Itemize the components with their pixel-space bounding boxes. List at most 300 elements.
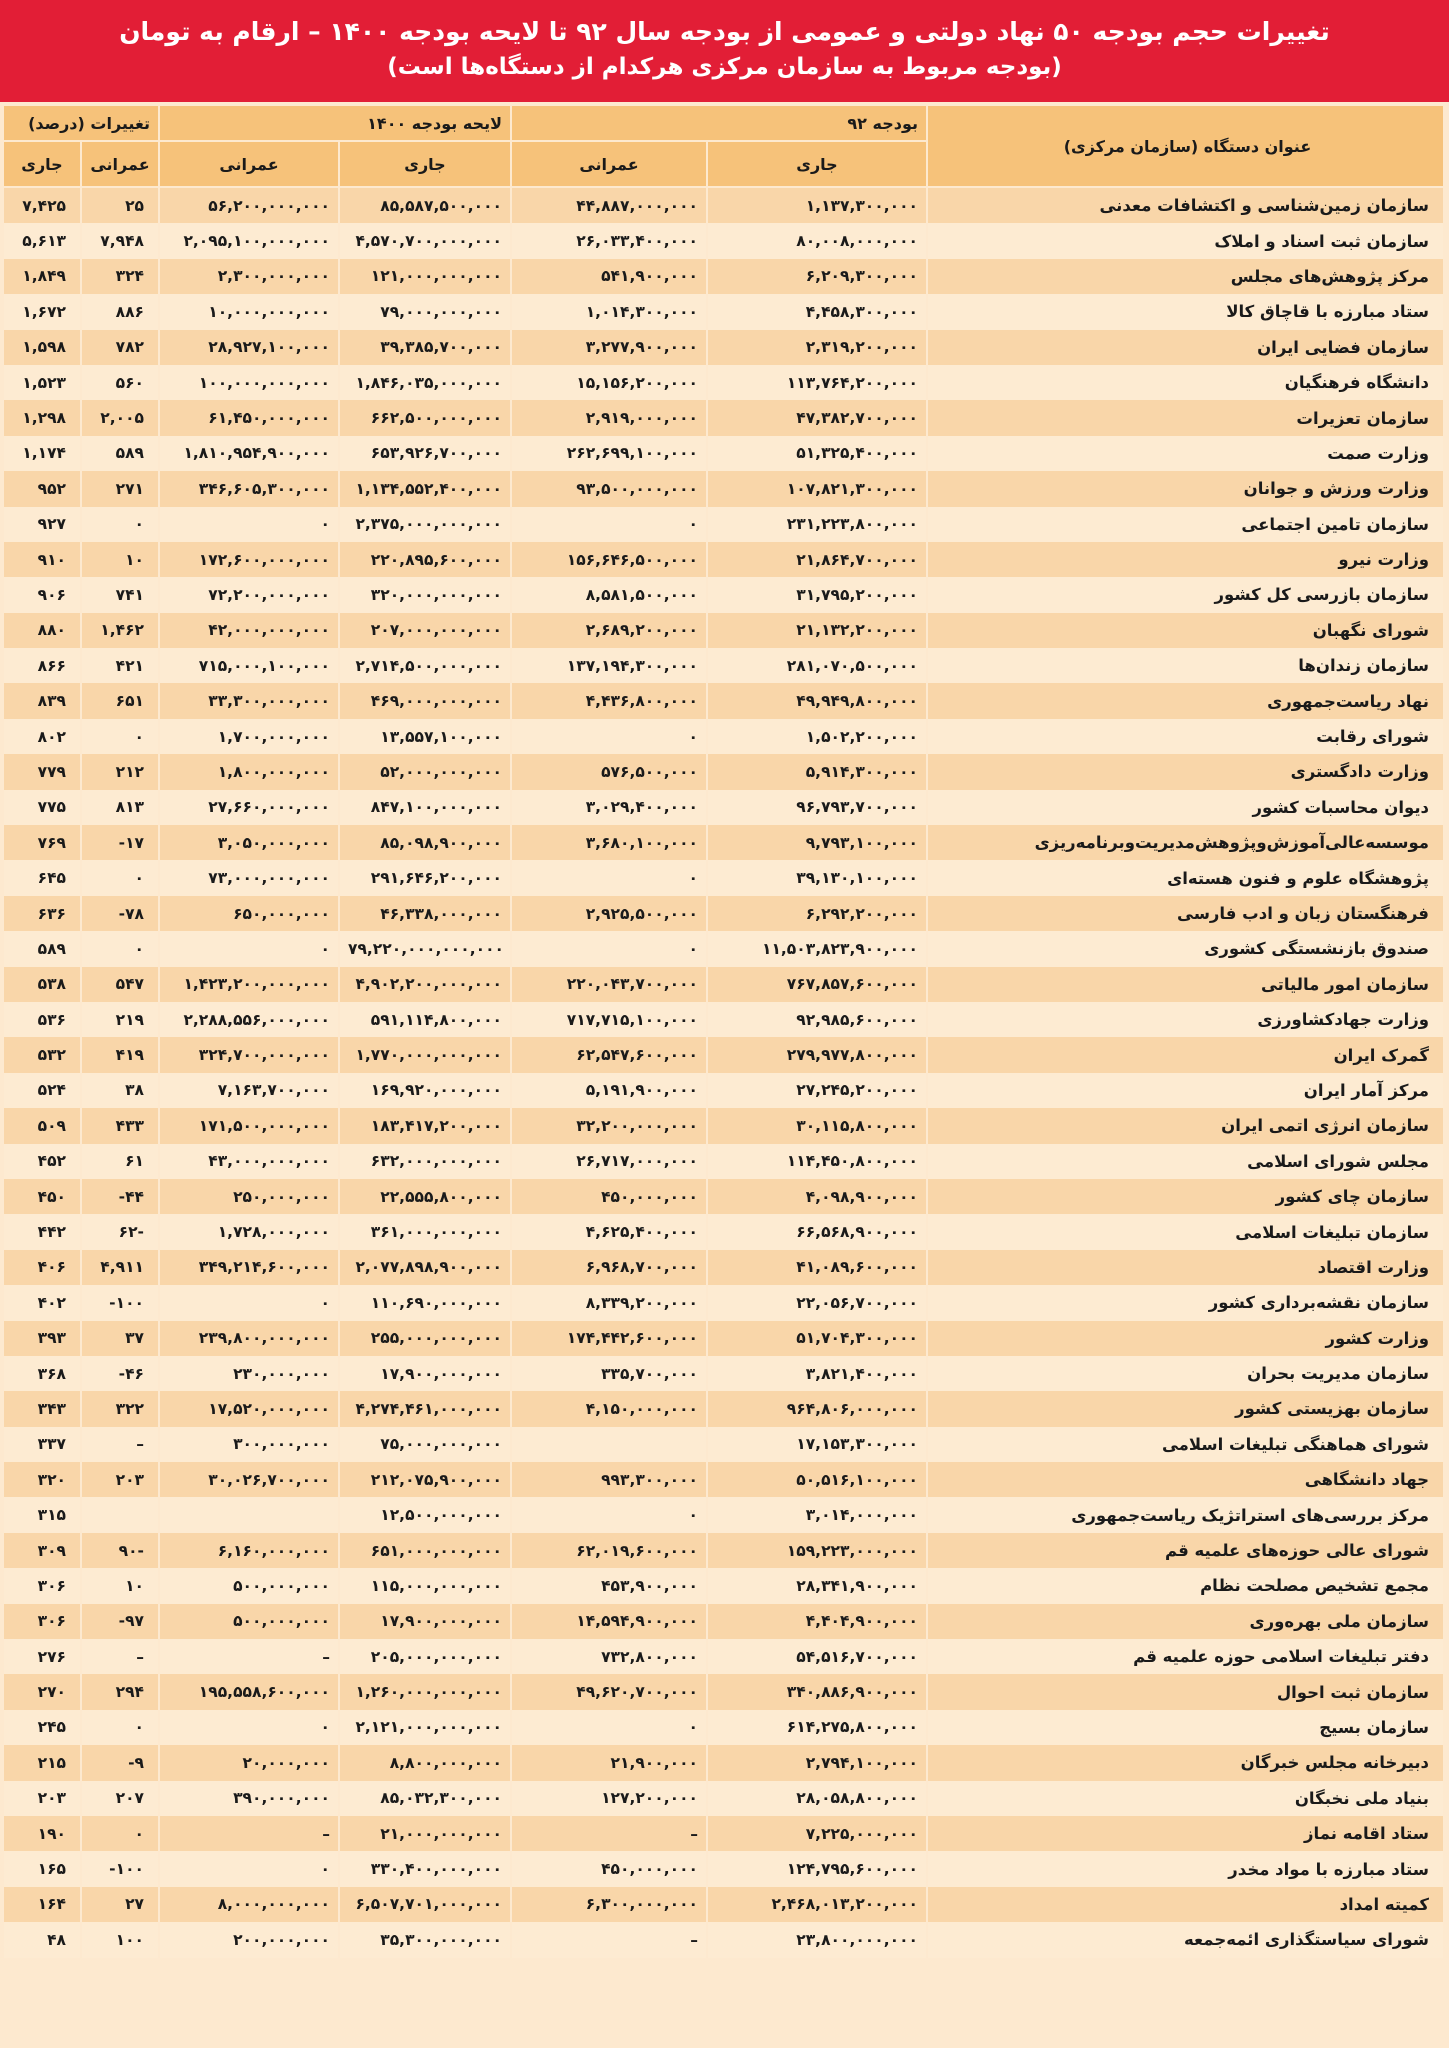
change-development-cell: ۳۲۴ [82, 259, 160, 294]
budget1400-current-cell: ۴,۲۷۴,۴۶۱,۰۰۰,۰۰۰ [340, 1391, 512, 1426]
change-development-cell: ۱۰ [82, 1568, 160, 1603]
change-development-cell: ۱۰ [82, 542, 160, 577]
budget1400-development-cell: ۳,۰۵۰,۰۰۰,۰۰۰ [160, 825, 340, 860]
change-current-cell: ۳۶۸ [4, 1356, 82, 1391]
budget1400-current-cell: ۴,۹۰۲,۲۰۰,۰۰۰,۰۰۰ [340, 967, 512, 1002]
organization-name-cell: صندوق بازنشستگی کشوری [928, 931, 1445, 966]
budget1400-development-cell: – [160, 1639, 340, 1674]
change-current-cell: ۹۲۷ [4, 507, 82, 542]
organization-name-cell: شورای عالی حوزه‌های علمیه قم [928, 1533, 1445, 1568]
change-current-cell: ۵۳۲ [4, 1037, 82, 1072]
organization-name-cell: سازمان تبلیغات اسلامی [928, 1214, 1445, 1249]
budget1400-current-cell: ۱۸۳,۴۱۷,۲۰۰,۰۰۰ [340, 1108, 512, 1143]
organization-name-cell: سازمان انرژی اتمی ایران [928, 1108, 1445, 1143]
change-current-cell: ۵,۶۱۳ [4, 223, 82, 258]
change-development-cell: -۱۷ [82, 825, 160, 860]
table-row [4, 683, 1445, 718]
organization-name-cell: دیوان محاسبات کشور [928, 790, 1445, 825]
change-current-cell: ۵۲۴ [4, 1073, 82, 1108]
change-current-cell: ۶۴۵ [4, 860, 82, 895]
budget1400-current-cell: ۲۱,۰۰۰,۰۰۰,۰۰۰ [340, 1816, 512, 1851]
budget92-current-cell: ۱,۵۰۲,۲۰۰,۰۰۰ [708, 719, 928, 754]
organization-name-cell: سازمان چای کشور [928, 1179, 1445, 1214]
change-current-cell: ۷۶۹ [4, 825, 82, 860]
organization-name-cell: فرهنگستان زبان و ادب فارسی [928, 896, 1445, 931]
organization-name-cell: ستاد مبارزه با مواد مخدر [928, 1851, 1445, 1886]
budget1400-current-cell: ۳۲۰,۰۰۰,۰۰۰,۰۰۰ [340, 577, 512, 612]
change-current-cell: ۳۴۳ [4, 1391, 82, 1426]
budget92-current-cell: ۲۷۹,۹۷۷,۸۰۰,۰۰۰ [708, 1037, 928, 1072]
change-development-cell: ۰ [82, 860, 160, 895]
organization-name-cell: دفتر تبلیغات اسلامی حوزه علمیه قم [928, 1639, 1445, 1674]
header-1400-current: جاری [340, 142, 512, 188]
budget1400-current-cell: ۸۵,۵۸۷,۵۰۰,۰۰۰ [340, 188, 512, 223]
budget92-current-cell: ۹۶,۷۹۳,۷۰۰,۰۰۰ [708, 790, 928, 825]
organization-name-cell: وزارت دادگستری [928, 754, 1445, 789]
change-development-cell: -۹ [82, 1745, 160, 1780]
budget1400-current-cell: ۱۲۱,۰۰۰,۰۰۰,۰۰۰ [340, 259, 512, 294]
change-development-cell: ۳۲۲ [82, 1391, 160, 1426]
budget92-development-cell: ۸,۵۸۱,۵۰۰,۰۰۰ [512, 577, 708, 612]
change-development-cell: ۳۸ [82, 1073, 160, 1108]
change-development-cell: – [82, 1639, 160, 1674]
budget1400-current-cell: ۲۰۷,۰۰۰,۰۰۰,۰۰۰ [340, 613, 512, 648]
budget1400-current-cell: ۲۲,۵۵۵,۸۰۰,۰۰۰ [340, 1179, 512, 1214]
budget92-current-cell: ۳۴۰,۸۸۶,۹۰۰,۰۰۰ [708, 1674, 928, 1709]
budget1400-current-cell: ۳۹,۳۸۵,۷۰۰,۰۰۰ [340, 330, 512, 365]
budget1400-development-cell: ۳۲۴,۷۰۰,۰۰۰,۰۰۰ [160, 1037, 340, 1072]
change-current-cell: ۵۳۶ [4, 1002, 82, 1037]
table-row [4, 1851, 1445, 1886]
table-row [4, 719, 1445, 754]
budget92-development-cell: ۶,۹۶۸,۷۰۰,۰۰۰ [512, 1250, 708, 1285]
table-row [4, 825, 1445, 860]
budget1400-development-cell: ۲۸,۹۲۷,۱۰۰,۰۰۰ [160, 330, 340, 365]
table-row [4, 754, 1445, 789]
budget1400-development-cell [160, 1497, 340, 1532]
table-row [4, 1073, 1445, 1108]
change-current-cell: ۷۷۹ [4, 754, 82, 789]
organization-name-cell: بنیاد ملی نخبگان [928, 1781, 1445, 1816]
change-development-cell: ۲۱۲ [82, 754, 160, 789]
organization-name-cell: مرکز بررسی‌های استراتژیک ریاست‌جمهوری [928, 1497, 1445, 1532]
budget92-current-cell: ۱۷,۱۵۳,۳۰۰,۰۰۰ [708, 1427, 928, 1462]
budget1400-development-cell: ۲۰۰,۰۰۰,۰۰۰ [160, 1922, 340, 1957]
budget92-development-cell: ۴۹,۶۲۰,۷۰۰,۰۰۰ [512, 1674, 708, 1709]
change-development-cell: ۰ [82, 931, 160, 966]
budget92-current-cell: ۱,۱۳۷,۳۰۰,۰۰۰ [708, 188, 928, 223]
header-change-development: عمرانی [82, 142, 160, 188]
change-current-cell: ۴۵۲ [4, 1144, 82, 1179]
budget92-development-cell: ۴۵۰,۰۰۰,۰۰۰ [512, 1851, 708, 1886]
budget92-current-cell: ۸۰,۰۰۸,۰۰۰,۰۰۰ [708, 223, 928, 258]
budget92-current-cell: ۶۶,۵۶۸,۹۰۰,۰۰۰ [708, 1214, 928, 1249]
change-development-cell: ۸۱۳ [82, 790, 160, 825]
organization-name-cell: مجمع تشخیص مصلحت نظام [928, 1568, 1445, 1603]
change-development-cell: ۸۸۶ [82, 294, 160, 329]
table-row [4, 1745, 1445, 1780]
change-development-cell: ۳۷ [82, 1321, 160, 1356]
budget1400-current-cell: ۲,۳۷۵,۰۰۰,۰۰۰,۰۰۰ [340, 507, 512, 542]
change-current-cell: ۹۱۰ [4, 542, 82, 577]
organization-name-cell: وزارت ورزش و جوانان [928, 471, 1445, 506]
budget92-current-cell: ۲۸,۳۴۱,۹۰۰,۰۰۰ [708, 1568, 928, 1603]
budget1400-development-cell: ۶,۱۶۰,۰۰۰,۰۰۰ [160, 1533, 340, 1568]
change-development-cell: ۰ [82, 719, 160, 754]
budget92-development-cell: – [512, 1816, 708, 1851]
budget1400-development-cell: ۳۴۶,۶۰۵,۳۰۰,۰۰۰ [160, 471, 340, 506]
budget92-current-cell: ۵,۹۱۴,۳۰۰,۰۰۰ [708, 754, 928, 789]
budget92-current-cell: ۲۳,۸۰۰,۰۰۰,۰۰۰ [708, 1922, 928, 1957]
budget1400-development-cell: ۲۳۰,۰۰۰,۰۰۰ [160, 1356, 340, 1391]
budget92-development-cell: ۱۳۷,۱۹۴,۳۰۰,۰۰۰ [512, 648, 708, 683]
change-current-cell: ۳۲۰ [4, 1462, 82, 1497]
change-development-cell: – [82, 1427, 160, 1462]
budget1400-development-cell: ۱,۷۰۰,۰۰۰,۰۰۰ [160, 719, 340, 754]
header-92-development: عمرانی [512, 142, 708, 188]
change-current-cell: ۶۳۶ [4, 896, 82, 931]
budget92-current-cell: ۱۱,۵۰۳,۸۲۳,۹۰۰,۰۰۰ [708, 931, 928, 966]
change-current-cell: ۷۷۵ [4, 790, 82, 825]
budget92-development-cell: ۵۷۶,۵۰۰,۰۰۰ [512, 754, 708, 789]
budget1400-development-cell: – [160, 1816, 340, 1851]
budget92-development-cell: ۰ [512, 1497, 708, 1532]
budget1400-current-cell: ۱۱۵,۰۰۰,۰۰۰,۰۰۰ [340, 1568, 512, 1603]
header-92-group: بودجه ۹۲ [512, 106, 928, 142]
organization-name-cell: سازمان فضایی ایران [928, 330, 1445, 365]
change-development-cell: ۴۲۱ [82, 648, 160, 683]
budget1400-current-cell: ۲,۱۲۱,۰۰۰,۰۰۰,۰۰۰ [340, 1710, 512, 1745]
budget92-development-cell: ۶۲,۵۴۷,۶۰۰,۰۰۰ [512, 1037, 708, 1072]
budget92-development-cell: ۰ [512, 860, 708, 895]
budget92-development-cell: ۳,۲۷۷,۹۰۰,۰۰۰ [512, 330, 708, 365]
change-development-cell: ۲۷۱ [82, 471, 160, 506]
change-development-cell: ۲۰۷ [82, 1781, 160, 1816]
organization-name-cell: وزارت جهادکشاورزی [928, 1002, 1445, 1037]
table-row [4, 1002, 1445, 1037]
change-current-cell: ۱,۵۹۸ [4, 330, 82, 365]
budget1400-development-cell: ۱,۷۲۸,۰۰۰,۰۰۰ [160, 1214, 340, 1249]
change-development-cell: ۵۶۰ [82, 365, 160, 400]
table-row [4, 790, 1445, 825]
budget92-current-cell: ۶۱۴,۲۷۵,۸۰۰,۰۰۰ [708, 1710, 928, 1745]
budget92-development-cell: ۵۴۱,۹۰۰,۰۰۰ [512, 259, 708, 294]
budget1400-current-cell: ۴۶۹,۰۰۰,۰۰۰,۰۰۰ [340, 683, 512, 718]
budget92-development-cell: ۱۴,۵۹۴,۹۰۰,۰۰۰ [512, 1604, 708, 1639]
budget1400-current-cell: ۳۶۱,۰۰۰,۰۰۰,۰۰۰ [340, 1214, 512, 1249]
organization-name-cell: ستاد مبارزه با قاچاق کالا [928, 294, 1445, 329]
budget92-current-cell: ۷۶۷,۸۵۷,۶۰۰,۰۰۰ [708, 967, 928, 1002]
change-development-cell: ۶۲- [82, 1214, 160, 1249]
change-development-cell: ۰ [82, 1816, 160, 1851]
table-row [4, 1816, 1445, 1851]
table-row [4, 330, 1445, 365]
table-row [4, 1533, 1445, 1568]
change-current-cell: ۵۳۸ [4, 967, 82, 1002]
budget1400-current-cell: ۸,۸۰۰,۰۰۰,۰۰۰ [340, 1745, 512, 1780]
budget92-current-cell: ۱۱۳,۷۶۴,۲۰۰,۰۰۰ [708, 365, 928, 400]
budget92-development-cell: ۲,۹۲۵,۵۰۰,۰۰۰ [512, 896, 708, 931]
change-development-cell: ۵۸۹ [82, 436, 160, 471]
budget92-current-cell: ۴۱,۰۸۹,۶۰۰,۰۰۰ [708, 1250, 928, 1285]
budget92-current-cell: ۱۱۴,۴۵۰,۸۰۰,۰۰۰ [708, 1144, 928, 1179]
budget92-current-cell: ۲,۳۱۹,۲۰۰,۰۰۰ [708, 330, 928, 365]
budget92-current-cell: ۲۳۱,۲۲۳,۸۰۰,۰۰۰ [708, 507, 928, 542]
table-row [4, 1391, 1445, 1426]
table-row [4, 294, 1445, 329]
budget92-development-cell: ۱,۰۱۴,۳۰۰,۰۰۰ [512, 294, 708, 329]
budget92-development-cell: ۴۵۰,۰۰۰,۰۰۰ [512, 1179, 708, 1214]
budget1400-development-cell: ۳۳,۳۰۰,۰۰۰,۰۰۰ [160, 683, 340, 718]
budget92-development-cell: ۷۳۲,۸۰۰,۰۰۰ [512, 1639, 708, 1674]
change-development-cell: ۵۴۷ [82, 967, 160, 1002]
organization-name-cell: سازمان مدیریت بحران [928, 1356, 1445, 1391]
budget92-current-cell: ۵۴,۵۱۶,۷۰۰,۰۰۰ [708, 1639, 928, 1674]
change-development-cell: ۴,۹۱۱ [82, 1250, 160, 1285]
budget1400-development-cell: ۱۷۲,۶۰۰,۰۰۰,۰۰۰ [160, 542, 340, 577]
budget92-current-cell: ۲۸,۰۵۸,۸۰۰,۰۰۰ [708, 1781, 928, 1816]
budget92-current-cell: ۷,۲۲۵,۰۰۰,۰۰۰ [708, 1816, 928, 1851]
organization-name-cell: شورای رقابت [928, 719, 1445, 754]
change-development-cell: ۷,۹۴۸ [82, 223, 160, 258]
budget1400-development-cell: ۰ [160, 1285, 340, 1320]
table-row [4, 365, 1445, 400]
budget92-current-cell: ۳۹,۱۳۰,۱۰۰,۰۰۰ [708, 860, 928, 895]
budget1400-current-cell: ۶,۵۰۷,۷۰۱,۰۰۰,۰۰۰ [340, 1887, 512, 1922]
organization-name-cell: سازمان نقشه‌برداری کشور [928, 1285, 1445, 1320]
budget1400-development-cell: ۷۲,۲۰۰,۰۰۰,۰۰۰ [160, 577, 340, 612]
change-current-cell: ۳۱۵ [4, 1497, 82, 1532]
header-92-current: جاری [708, 142, 928, 188]
budget92-current-cell: ۱۲۴,۷۹۵,۶۰۰,۰۰۰ [708, 1851, 928, 1886]
table-row [4, 1710, 1445, 1745]
change-development-cell: ۹۰- [82, 1533, 160, 1568]
change-current-cell: ۳۰۶ [4, 1568, 82, 1603]
change-current-cell: ۴۴۲ [4, 1214, 82, 1249]
budget92-development-cell: ۴,۱۵۰,۰۰۰,۰۰۰ [512, 1391, 708, 1426]
change-development-cell: -۱۰۰ [82, 1285, 160, 1320]
organization-name-cell: نهاد ریاست‌جمهوری [928, 683, 1445, 718]
budget92-current-cell: ۴,۴۰۴,۹۰۰,۰۰۰ [708, 1604, 928, 1639]
budget92-development-cell: ۴۵۳,۹۰۰,۰۰۰ [512, 1568, 708, 1603]
change-current-cell: ۸۸۰ [4, 613, 82, 648]
organization-name-cell: مرکز آمار ایران [928, 1073, 1445, 1108]
budget92-current-cell: ۳,۸۲۱,۴۰۰,۰۰۰ [708, 1356, 928, 1391]
budget92-current-cell: ۵۱,۷۰۴,۳۰۰,۰۰۰ [708, 1321, 928, 1356]
organization-name-cell: پژوهشگاه علوم و فنون هسته‌ای [928, 860, 1445, 895]
change-current-cell: ۳۳۷ [4, 1427, 82, 1462]
table-row [4, 400, 1445, 435]
budget92-development-cell: ۵,۱۹۱,۹۰۰,۰۰۰ [512, 1073, 708, 1108]
budget1400-current-cell: ۲۰۵,۰۰۰,۰۰۰,۰۰۰ [340, 1639, 512, 1674]
change-current-cell: ۱,۲۹۸ [4, 400, 82, 435]
budget1400-development-cell: ۰ [160, 1710, 340, 1745]
budget1400-development-cell: ۲۳۹,۸۰۰,۰۰۰,۰۰۰ [160, 1321, 340, 1356]
budget92-current-cell: ۵۱,۳۲۵,۴۰۰,۰۰۰ [708, 436, 928, 471]
organization-name-cell: سازمان زمین‌شناسی و اکتشافات معدنی [928, 188, 1445, 223]
budget1400-current-cell: ۲,۷۱۴,۵۰۰,۰۰۰,۰۰۰ [340, 648, 512, 683]
organization-name-cell: دبیرخانه مجلس خبرگان [928, 1745, 1445, 1780]
change-current-cell: ۱,۸۴۹ [4, 259, 82, 294]
table-row [4, 648, 1445, 683]
organization-name-cell: وزارت اقتصاد [928, 1250, 1445, 1285]
change-development-cell: ۱,۴۶۲ [82, 613, 160, 648]
change-current-cell: ۱,۶۷۲ [4, 294, 82, 329]
budget92-current-cell: ۹۶۴,۸۰۶,۰۰۰,۰۰۰ [708, 1391, 928, 1426]
page-subtitle: (بودجه مربوط به سازمان مرکزی هرکدام از دستگاه‌ها است) [387, 54, 1062, 80]
budget92-development-cell: ۱۷۴,۴۴۲,۶۰۰,۰۰۰ [512, 1321, 708, 1356]
budget1400-development-cell: ۱۰,۰۰۰,۰۰۰,۰۰۰ [160, 294, 340, 329]
budget1400-current-cell: ۶۶۲,۵۰۰,۰۰۰,۰۰۰ [340, 400, 512, 435]
budget1400-development-cell: ۰ [160, 507, 340, 542]
table-body [4, 188, 1445, 1958]
budget1400-development-cell: ۵۰۰,۰۰۰,۰۰۰ [160, 1568, 340, 1603]
change-current-cell: ۴۸ [4, 1922, 82, 1957]
change-current-cell: ۱,۱۷۴ [4, 436, 82, 471]
organization-name-cell: سازمان بسیج [928, 1710, 1445, 1745]
budget92-current-cell: ۲۸۱,۰۷۰,۵۰۰,۰۰۰ [708, 648, 928, 683]
organization-name-cell: گمرک ایران [928, 1037, 1445, 1072]
budget1400-current-cell: ۳۳۰,۴۰۰,۰۰۰,۰۰۰ [340, 1851, 512, 1886]
table-row [4, 1179, 1445, 1214]
change-development-cell: ۲۱۹ [82, 1002, 160, 1037]
change-current-cell: ۱۶۵ [4, 1851, 82, 1886]
table-row [4, 577, 1445, 612]
change-current-cell: ۷,۴۲۵ [4, 188, 82, 223]
organization-name-cell: سازمان ثبت اسناد و املاک [928, 223, 1445, 258]
budget1400-development-cell: ۴۳,۰۰۰,۰۰۰,۰۰۰ [160, 1144, 340, 1179]
organization-name-cell: سازمان تعزیرات [928, 400, 1445, 435]
change-development-cell: ۲۹۴ [82, 1674, 160, 1709]
budget92-development-cell: ۰ [512, 507, 708, 542]
change-current-cell: ۵۸۹ [4, 931, 82, 966]
organization-name-cell: شورای نگهبان [928, 613, 1445, 648]
budget1400-current-cell: ۲۵۵,۰۰۰,۰۰۰,۰۰۰ [340, 1321, 512, 1356]
budget1400-current-cell: ۵۲,۰۰۰,۰۰۰,۰۰۰ [340, 754, 512, 789]
budget92-development-cell: ۴۴,۸۸۷,۰۰۰,۰۰۰ [512, 188, 708, 223]
organization-name-cell: دانشگاه فرهنگیان [928, 365, 1445, 400]
header-1400-development: عمرانی [160, 142, 340, 188]
change-development-cell: ۶۵۱ [82, 683, 160, 718]
table-row [4, 542, 1445, 577]
budget1400-development-cell: ۰ [160, 1851, 340, 1886]
budget92-current-cell: ۵۰,۵۱۶,۱۰۰,۰۰۰ [708, 1462, 928, 1497]
budget1400-current-cell: ۲۱۲,۰۷۵,۹۰۰,۰۰۰ [340, 1462, 512, 1497]
change-current-cell: ۲۷۶ [4, 1639, 82, 1674]
table-row [4, 1321, 1445, 1356]
budget92-development-cell: ۳۳۵,۷۰۰,۰۰۰ [512, 1356, 708, 1391]
budget1400-development-cell: ۱,۸۰۰,۰۰۰,۰۰۰ [160, 754, 340, 789]
table-row [4, 613, 1445, 648]
organization-name-cell: سازمان امور مالیاتی [928, 967, 1445, 1002]
budget92-current-cell: ۲,۴۶۸,۰۱۳,۲۰۰,۰۰۰ [708, 1887, 928, 1922]
budget92-development-cell [512, 1427, 708, 1462]
change-development-cell: ۲۰۳ [82, 1462, 160, 1497]
budget1400-development-cell: ۱۷۱,۵۰۰,۰۰۰,۰۰۰ [160, 1108, 340, 1143]
table-row [4, 967, 1445, 1002]
budget1400-current-cell: ۳۵,۳۰۰,۰۰۰,۰۰۰ [340, 1922, 512, 1957]
organization-name-cell: کمیته امداد [928, 1887, 1445, 1922]
change-current-cell: ۹۵۲ [4, 471, 82, 506]
change-current-cell: ۹۰۶ [4, 577, 82, 612]
budget1400-development-cell: ۵۶,۲۰۰,۰۰۰,۰۰۰ [160, 188, 340, 223]
budget1400-development-cell: ۳۹۰,۰۰۰,۰۰۰ [160, 1781, 340, 1816]
table-row [4, 259, 1445, 294]
change-development-cell: ۷۴۱ [82, 577, 160, 612]
organization-name-cell: مجلس شورای اسلامی [928, 1144, 1445, 1179]
table-row [4, 1037, 1445, 1072]
budget92-current-cell: ۲,۷۹۴,۱۰۰,۰۰۰ [708, 1745, 928, 1780]
budget1400-current-cell: ۸۵,۰۳۲,۳۰۰,۰۰۰ [340, 1781, 512, 1816]
table-row [4, 1250, 1445, 1285]
budget1400-current-cell: ۶۵۱,۰۰۰,۰۰۰,۰۰۰ [340, 1533, 512, 1568]
budget1400-current-cell: ۷۹,۲۲۰,۰۰۰,۰۰۰,۰۰۰ [340, 931, 512, 966]
change-current-cell: ۱۹۰ [4, 1816, 82, 1851]
organization-name-cell: وزارت صمت [928, 436, 1445, 471]
change-development-cell: ۲۷ [82, 1887, 160, 1922]
budget1400-current-cell: ۱,۷۷۰,۰۰۰,۰۰۰,۰۰۰ [340, 1037, 512, 1072]
change-development-cell: ۰ [82, 1710, 160, 1745]
budget92-current-cell: ۳۰,۱۱۵,۸۰۰,۰۰۰ [708, 1108, 928, 1143]
budget1400-current-cell: ۸۵,۰۹۸,۹۰۰,۰۰۰ [340, 825, 512, 860]
table-row [4, 1462, 1445, 1497]
budget92-current-cell: ۱۵۹,۲۲۳,۰۰۰,۰۰۰ [708, 1533, 928, 1568]
budget1400-development-cell: ۲۵۰,۰۰۰,۰۰۰ [160, 1179, 340, 1214]
budget1400-current-cell: ۲۲۰,۸۹۵,۶۰۰,۰۰۰ [340, 542, 512, 577]
budget92-development-cell: ۹۳,۵۰۰,۰۰۰,۰۰۰ [512, 471, 708, 506]
table-row [4, 1639, 1445, 1674]
change-development-cell: -۷۸ [82, 896, 160, 931]
table-row [4, 1781, 1445, 1816]
budget92-development-cell: ۰ [512, 931, 708, 966]
change-development-cell: -۹۷ [82, 1604, 160, 1639]
change-development-cell: ۱۰۰ [82, 1922, 160, 1957]
budget1400-current-cell: ۷۹,۰۰۰,۰۰۰,۰۰۰ [340, 294, 512, 329]
change-current-cell: ۲۷۰ [4, 1674, 82, 1709]
budget92-development-cell: ۰ [512, 1710, 708, 1745]
table-row [4, 1427, 1445, 1462]
budget92-development-cell: ۱۵,۱۵۶,۲۰۰,۰۰۰ [512, 365, 708, 400]
budget1400-current-cell: ۱۷,۹۰۰,۰۰۰,۰۰۰ [340, 1604, 512, 1639]
change-current-cell: ۳۰۶ [4, 1604, 82, 1639]
budget92-development-cell: ۱۵۶,۶۴۶,۵۰۰,۰۰۰ [512, 542, 708, 577]
budget1400-development-cell: ۷۳,۰۰۰,۰۰۰,۰۰۰ [160, 860, 340, 895]
change-development-cell: -۴۴ [82, 1179, 160, 1214]
change-development-cell: -۴۶ [82, 1356, 160, 1391]
header-1400-group: لایحه بودجه ۱۴۰۰ [160, 106, 512, 142]
budget1400-development-cell: ۱,۸۱۰,۹۵۴,۹۰۰,۰۰۰ [160, 436, 340, 471]
budget92-current-cell: ۳,۰۱۴,۰۰۰,۰۰۰ [708, 1497, 928, 1532]
table-row [4, 860, 1445, 895]
budget92-current-cell: ۱۰۷,۸۲۱,۳۰۰,۰۰۰ [708, 471, 928, 506]
budget1400-current-cell: ۲,۰۷۷,۸۹۸,۹۰۰,۰۰۰ [340, 1250, 512, 1285]
change-current-cell: ۴۰۲ [4, 1285, 82, 1320]
table-row [4, 223, 1445, 258]
organization-name-cell: جهاد دانشگاهی [928, 1462, 1445, 1497]
budget1400-current-cell: ۶۳۲,۰۰۰,۰۰۰,۰۰۰ [340, 1144, 512, 1179]
budget1400-current-cell: ۱,۱۳۴,۵۵۲,۴۰۰,۰۰۰ [340, 471, 512, 506]
header-org-title: عنوان دستگاه (سازمان مرکزی) [928, 106, 1445, 188]
change-development-cell [82, 1497, 160, 1532]
budget92-development-cell: ۳۲,۲۰۰,۰۰۰,۰۰۰ [512, 1108, 708, 1143]
budget1400-current-cell: ۱,۲۶۰,۰۰۰,۰۰۰,۰۰۰ [340, 1674, 512, 1709]
organization-name-cell: ستاد اقامه نماز [928, 1816, 1445, 1851]
change-current-cell: ۸۰۲ [4, 719, 82, 754]
budget92-development-cell: ۲۶,۷۱۷,۰۰۰,۰۰۰ [512, 1144, 708, 1179]
title-banner [0, 0, 1449, 102]
budget92-development-cell: ۳,۰۲۹,۴۰۰,۰۰۰ [512, 790, 708, 825]
budget1400-current-cell: ۱۳,۵۵۷,۱۰۰,۰۰۰ [340, 719, 512, 754]
